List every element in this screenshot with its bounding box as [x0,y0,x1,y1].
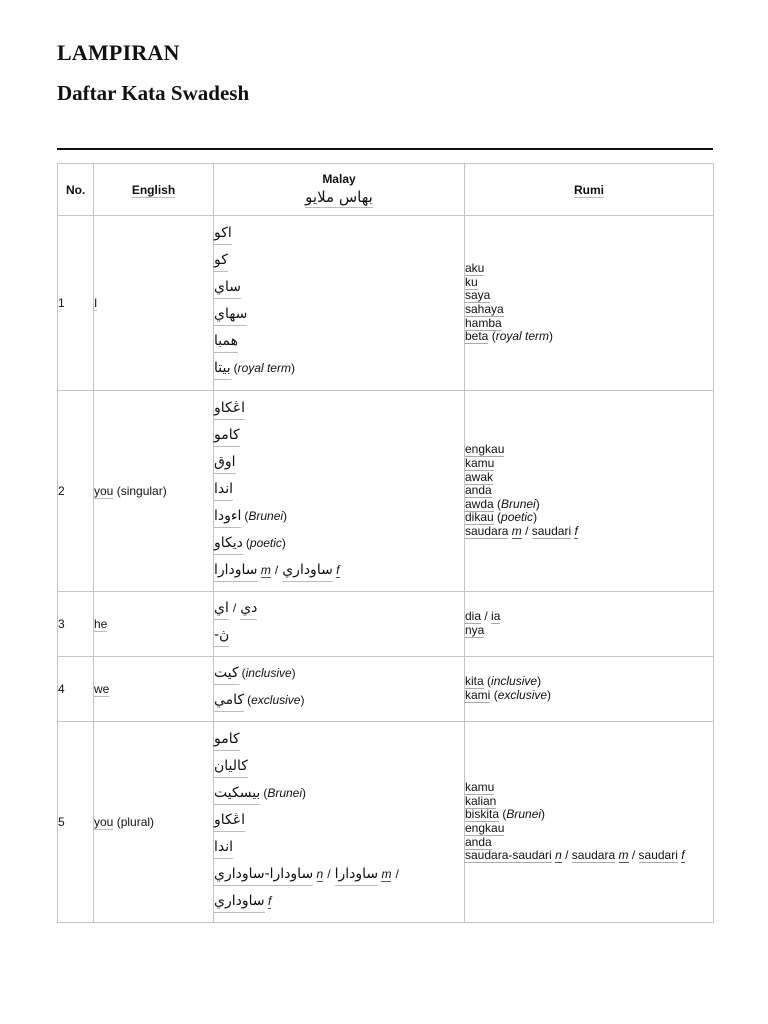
usage-note: (poetic) [245,535,286,550]
header-rumi[interactable]: Rumi [465,164,714,216]
usage-note: (inclusive) [487,674,542,689]
rumi-word-link[interactable]: ia [491,609,501,624]
usage-note: (Brunei) [497,496,540,511]
english-cell [94,592,214,657]
jawi-word-link[interactable]: ساوداري [214,892,265,913]
rumi-word-link[interactable]: saudara [571,848,616,863]
rumi-word-link[interactable]: kamu [465,780,495,795]
jawi-word-link[interactable]: ساودارا [335,865,379,886]
english-note: (plural) [116,815,155,829]
separator: / [232,601,237,615]
jawi-word-link[interactable]: كامي [214,691,244,712]
jawi-word-link[interactable]: اندا [214,838,233,859]
jawi-word-link[interactable]: دي [240,599,257,620]
gender-masculine-link[interactable]: m [381,866,392,881]
jawi-word-link[interactable]: ڽ- [214,626,229,647]
page-heading: LAMPIRAN [57,40,180,65]
header-english[interactable]: English [94,164,214,216]
rumi-word-link[interactable]: saudari [531,523,572,538]
rumi-word-link[interactable]: kalian [465,793,497,808]
rumi-cell [465,391,714,592]
rumi-word-link[interactable]: beta [465,329,489,344]
separator: / [395,866,399,881]
usage-note: (Brunei) [263,785,307,800]
jawi-word-link[interactable]: ساي [214,278,241,299]
jawi-word-link[interactable]: اندا [214,480,233,501]
separator: / [525,523,529,538]
jawi-word-link[interactable]: اڠكاو [214,811,245,832]
rumi-word-link[interactable]: dia [465,609,482,624]
jawi-word-link[interactable]: كو [214,251,228,272]
gender-feminine-link[interactable]: f [681,848,685,863]
rumi-cell [465,216,714,391]
page-subheading: Daftar Kata Swadesh [57,81,250,105]
jawi-cell [214,657,465,722]
rumi-word-link[interactable]: saudari [638,848,678,863]
rumi-word-link[interactable]: saudara-saudari [465,848,552,863]
row-number: 3 [58,592,94,657]
header-malay-jawi[interactable]: بهاس ملايو [305,187,373,206]
gender-masculine-link[interactable]: m [618,848,629,863]
rumi-word-link[interactable]: kami [465,688,491,702]
jawi-word-link[interactable]: بيتا [214,359,231,380]
jawi-cell [214,391,465,592]
jawi-word-link[interactable]: ساودارا [214,561,258,582]
rumi-word-link[interactable]: kamu [465,456,495,471]
gender-feminine-link[interactable]: f [574,523,578,538]
separator: / [631,848,636,863]
row-number: 4 [58,657,94,722]
jawi-word-link[interactable]: اي [214,599,229,620]
rumi-cell [465,592,714,657]
english-word-link[interactable]: I [94,296,98,310]
rumi-word-link[interactable]: anda [465,483,492,498]
table-header-row [58,164,714,216]
heading-divider [57,148,713,150]
rumi-word-link[interactable]: nya [465,623,485,637]
swadesh-table [57,163,714,923]
row-number: 1 [58,216,94,391]
jawi-cell [214,722,465,923]
english-word-link[interactable]: he [94,617,108,631]
usage-note: (royal term) [491,329,554,344]
row-number: 2 [58,391,94,592]
table-row [58,722,714,923]
english-cell [94,657,214,722]
jawi-word-link[interactable]: بيسكيت [214,784,260,805]
rumi-word-link[interactable]: saudara [465,523,509,538]
english-cell [94,216,214,391]
rumi-word-link[interactable]: ku [465,274,478,289]
separator: / [274,562,279,577]
jawi-word-link[interactable]: كامو [214,426,240,447]
usage-note: (exclusive) [247,693,305,707]
english-word-link[interactable]: you [94,815,114,829]
row-number: 5 [58,722,94,923]
gender-masculine-link[interactable]: m [511,523,522,538]
table-row [58,391,714,592]
jawi-cell [214,592,465,657]
rumi-word-link[interactable]: engkau [465,442,505,457]
jawi-word-link[interactable]: سهاي [214,305,247,326]
jawi-word-link[interactable]: همبا [214,332,238,353]
gender-neutral-link[interactable]: n [316,866,324,881]
usage-note: (inclusive) [241,666,296,680]
jawi-word-link[interactable]: كامو [214,730,240,751]
english-cell [94,722,214,923]
jawi-word-link[interactable]: ديكاو [214,534,243,555]
english-note: (singular) [116,484,167,498]
rumi-word-link[interactable]: dikau [465,510,494,525]
table-row [58,657,714,722]
rumi-word-link[interactable]: awak [465,469,494,484]
english-word-link[interactable]: we [94,682,110,696]
rumi-word-link[interactable]: engkau [465,821,505,835]
usage-note: (exclusive) [493,688,552,702]
jawi-word-link[interactable]: ساوداري [282,561,333,582]
english-word-link[interactable]: you [94,484,114,498]
rumi-word-link[interactable]: saya [465,288,491,303]
gender-masculine-link[interactable]: m [260,562,271,577]
header-malay[interactable] [214,164,465,216]
jawi-word-link[interactable]: ساودارا-ساوداري [214,865,313,886]
jawi-cell [214,216,465,391]
header-malay-label: Malay [322,171,356,186]
english-cell [94,391,214,592]
jawi-word-link[interactable]: اءودا [214,507,241,528]
rumi-word-link[interactable]: anda [465,834,492,849]
usage-note: (Brunei) [244,508,288,523]
separator: / [327,866,331,881]
rumi-cell [465,657,714,722]
rumi-word-link[interactable]: aku [465,261,485,276]
rumi-word-link[interactable]: sahaya [465,302,504,316]
jawi-word-link[interactable]: اوق [214,453,236,474]
rumi-word-link[interactable]: hamba [465,315,502,330]
jawi-word-link[interactable]: كاليان [214,757,248,778]
rumi-cell [465,722,714,923]
header-no: No. [58,164,94,216]
rumi-word-link[interactable]: kita [465,674,484,689]
separator: / [565,848,569,863]
jawi-word-link[interactable]: اكو [214,224,232,245]
rumi-word-link[interactable]: awda [465,496,494,511]
gender-feminine-link[interactable]: f [267,893,272,908]
separator: / [484,609,488,624]
usage-note: (royal term) [233,361,295,375]
usage-note: (poetic) [497,510,538,525]
jawi-word-link[interactable]: اڠكاو [214,399,245,420]
table-row [58,216,714,391]
gender-feminine-link[interactable]: f [336,562,340,577]
usage-note: (Brunei) [502,807,546,822]
jawi-word-link[interactable]: كيت [214,664,239,685]
rumi-word-link[interactable]: biskita [465,807,500,822]
table-row [58,592,714,657]
gender-neutral-link[interactable]: n [555,848,562,863]
